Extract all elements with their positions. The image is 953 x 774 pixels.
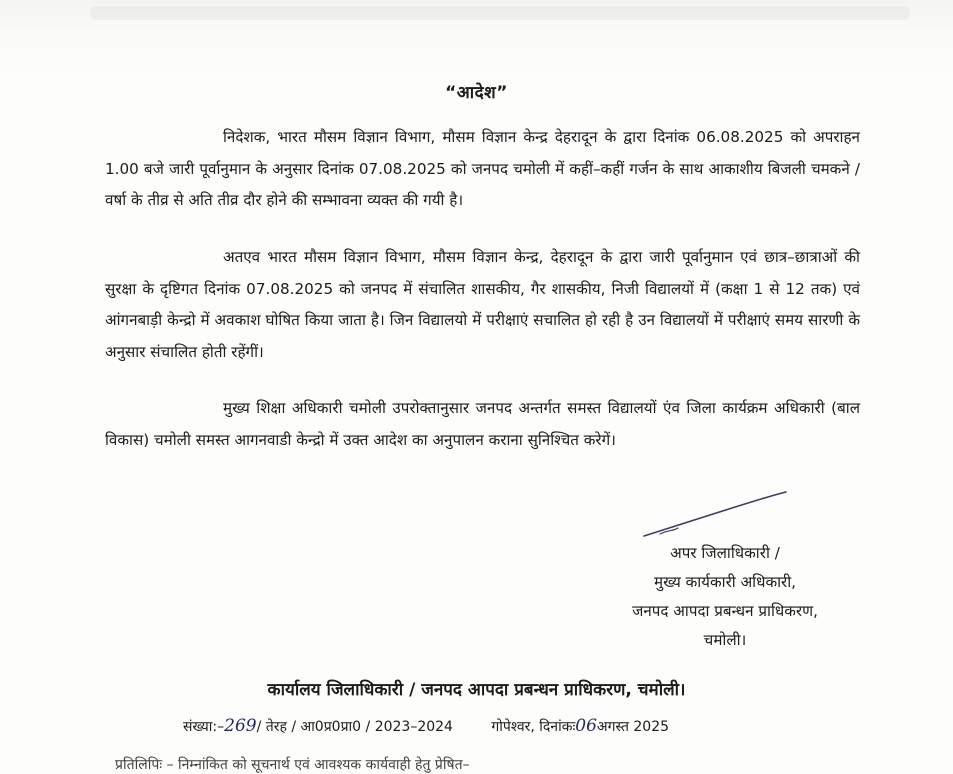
signatory-block [560, 539, 890, 655]
signatory-designation-1: अपर जिलाधिकारी / [670, 544, 780, 562]
signatory-designation-2: मुख्य कार्यकारी अधिकारी, [653, 573, 797, 591]
signatory-designation-3: जनपद आपदा प्रबन्धन प्राधिकरण, [632, 602, 818, 620]
reference-prefix: संख्या:– [183, 719, 225, 735]
paragraph-holiday-declaration: अतएव भारत मौसम विज्ञान विभाग, मौसम विज्ञान केन्द्र, देहरादून के द्वारा जारी पूर्वानुमान एवं छात्र–छात्राओं की सुरक्षा के दृष्टिगत दिनांक 07.08.2025 को जनपद में संचालित शासकीय, गैर शासकीय, निजी विद्यालयों में (कक्षा 1 से 12 तक) एवं आंगनबाड़ी केन्द्रो में अवकाश घोषित किया जाता है। जिन विद्यालयो में परीक्षाएं सचालित हो रही है उन विद्यालयों में परीक्षाएं समय सारणी के अनुसार संचालित होती रहेंगीं। [105, 248, 860, 361]
office-heading: कार्यालय जिलाधिकारी / जनपद आपदा प्रबन्धन प्राधिकरण, चमोली। [267, 680, 686, 700]
reference-suffix: / तेरह / आ0प्र0प्रा0 / 2023–2024 [256, 719, 453, 735]
date-month-year: अगस्त 2025 [596, 719, 670, 735]
copy-to-line: प्रतिलिपिः – निम्नांकित को सूचनार्थ एवं आवश्यक कार्यवाही हेतु प्रेषित– [115, 757, 470, 773]
signatory-location: चमोली। [703, 631, 747, 649]
paragraph-weather-forecast: निदेशक, भारत मौसम विज्ञान विभाग, मौसम विज्ञान केन्द्र देहरादून के द्वारा दिनांक 06.08.2025 को अपराहन 1.00 बजे जारी पूर्वानुमान के अनुसार दिनांक 07.08.2025 को जनपद चमोली में कहीं–कहीं गर्जन के साथ आकाशीय बिजली चमकने / वर्षा के तीव्र से अति तीव्र दौर होने की सम्भावना व्यक्त की गयी है। [105, 128, 860, 209]
reference-line [183, 716, 669, 736]
place-date-label: गोपेश्वर, दिनांकः [491, 719, 576, 735]
date-day: 06 [575, 716, 597, 736]
paragraph-compliance-instruction: मुख्य शिक्षा अधिकारी चमोली उपरोक्तानुसार जनपद अन्तर्गत समस्त विद्यालयों एंव जिला कार्यक्रम अधिकारी (बाल विकास) चमोली समस्त आगनवाडी केन्द्रो में उक्त आदेश का अनुपालन कराना सुनिश्चित करेगें। [105, 399, 860, 449]
scan-artifact [90, 6, 910, 20]
reference-number: 269 [224, 716, 257, 736]
handwritten-signature [640, 490, 790, 540]
order-title: “आदेश” [445, 83, 508, 103]
